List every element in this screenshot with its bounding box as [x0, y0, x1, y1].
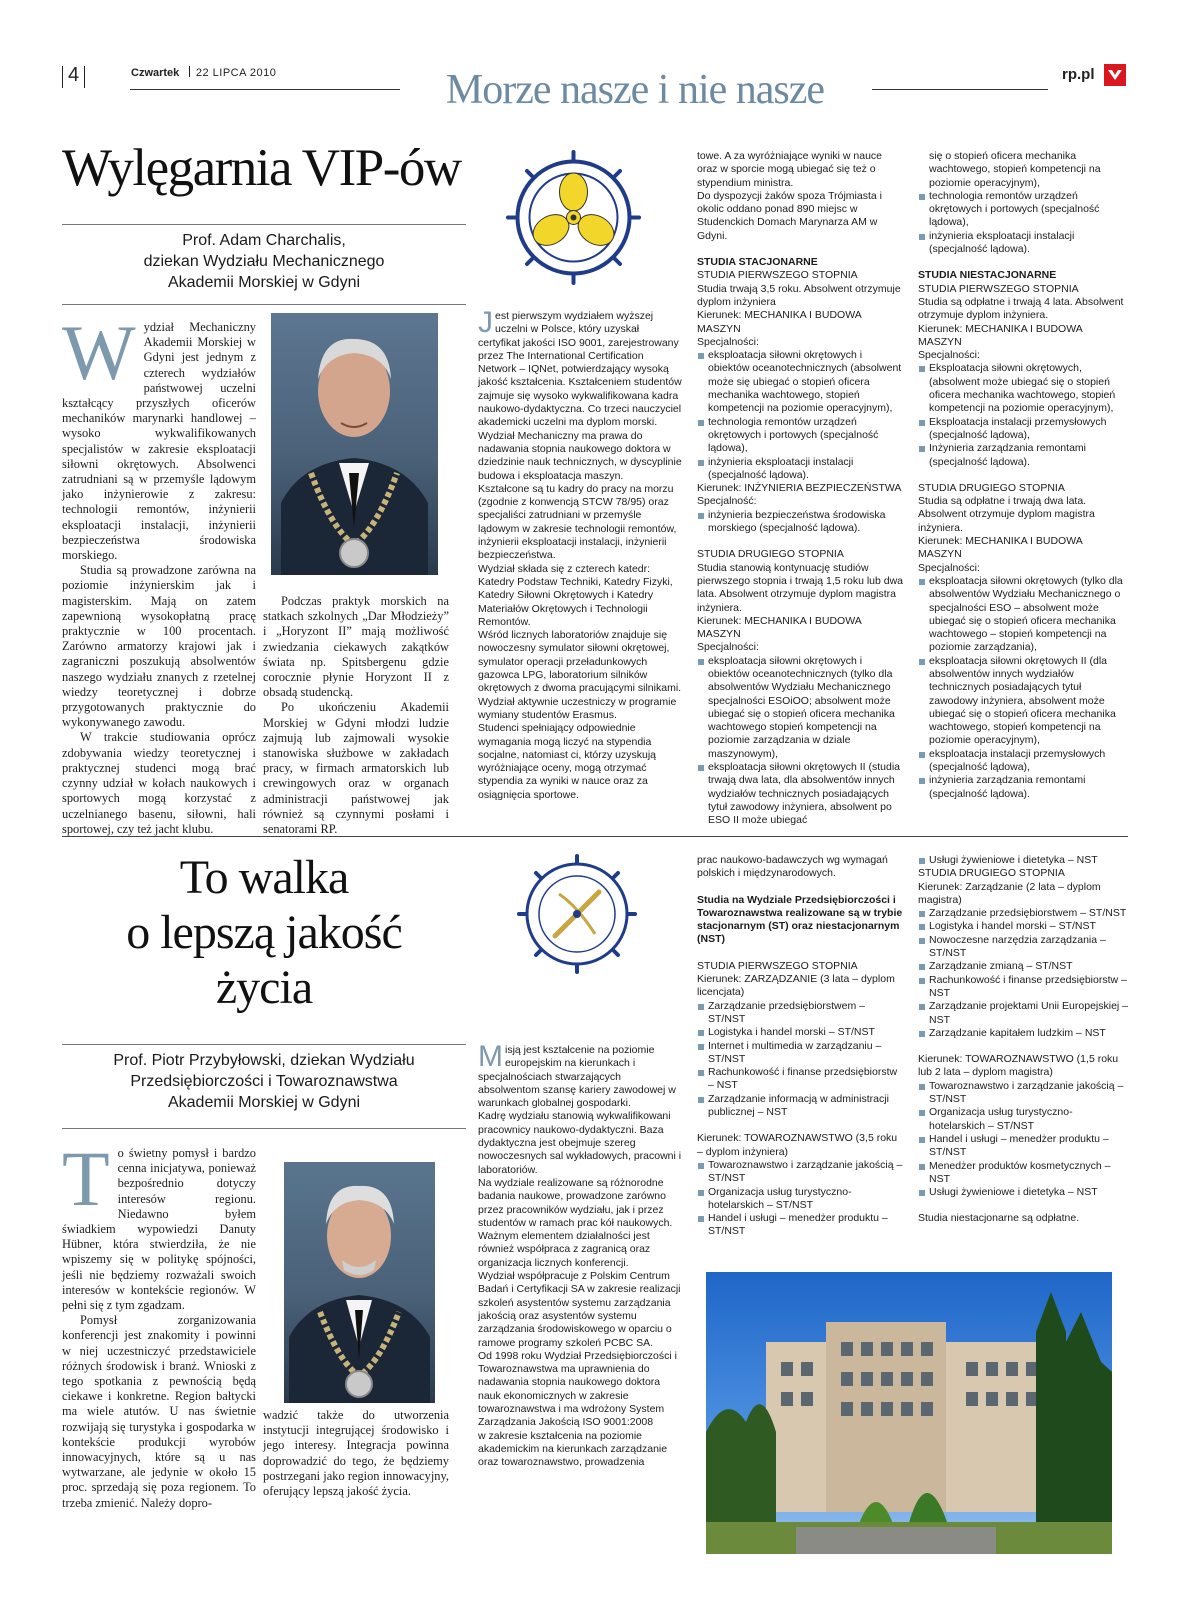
- list-item: Nowoczesne narzędzia zarządzania – ST/NST: [918, 934, 1128, 961]
- list-item: Organizacja usług turystyczno-hotelarskich – ST/NST: [918, 1106, 1128, 1133]
- article1-column5: się o stopień oficera mechanika wachtowego, stopień kompetencji na poziomie operacyjnym), technologia remontów urządzeń okrętowych i portowych (specjalność lądowa), inżynieria eksploatacji instalacji (specjalność lądowa). STUDIA NIESTACJONARNE STUDIA PIERWSZEGO STOPNIA Studia są odpłatne i trwają 4 lata. Absolwent otrzymuje dyplom inżyniera. Kierunek: MECHANIKA I BUDOWA MASZYN Specjalności: Eksploatacja siłowni okrętowych, (absolwent może ubiegać się o stopień oficera mechanika wachtowego, stopień kompetencji na poziomie operacyjnym), Eksploatacja instalacji przemysłowych (specjalność lądowa), Inżynieria zarządzania remontami (specjalność lądowa). STUDIA DRUGIEGO STOPNIA Studia są odpłatne i trwają dwa lata. Absolwent otrzymuje dyplom magistra inżyniera. Kierunek: MECHANIKA I BUDOWA MASZYN Specjalności: eksploatacja siłowni okrętowych (tylko dla absolwentów Wydziału Mechanicznego o specjalności ESO – absolwent może ubiegać się o stopień oficera mechanika wachtowego – stopień kompetencji na poziomie zarządzania), eksploatacja siłowni okrętowych II (dla absolwentów innych wydziałów technicznych posiadających tytuł zawodowy inżyniera, absolwent może ubiegać się o stopień oficera mechanika wachtowego, stopień kompetencji na poziomie operacyjnym), eksploatacja instalacji przemysłowych (specjalność lądowa), inżynieria zarządzania remontami (specjalność lądowa).: [918, 150, 1128, 801]
- list-item: Handel i usługi – menedżer produktu – ST/NST: [697, 1212, 905, 1239]
- dropcap: W: [62, 309, 136, 396]
- list-item: technologia remontów urządzeń okrętowych i portowych (specjalność lądowa),: [918, 190, 1128, 230]
- list-item: Inżynieria zarządzania remontami (specjalność lądowa).: [918, 442, 1128, 469]
- byline-rule: [62, 304, 466, 305]
- list-item: Towaroznawstwo i zarządzanie jakością – ST/NST: [697, 1159, 905, 1186]
- page-number-bar: [84, 66, 85, 88]
- list-item: eksploatacja siłowni okrętowych (tylko dla absolwentów Wydziału Mechanicznego o specjalności ESO – absolwent może ubiegać się o stopień oficera mechanika wachtowego – stopień kompetencji na poziomie zarządzania),: [918, 575, 1128, 655]
- list-item: Logistyka i handel morski – ST/NST: [697, 1026, 905, 1039]
- list-item: inżynieria eksploatacji instalacji (specjalność lądowa).: [697, 456, 905, 483]
- list-item: Handel i usługi – menedżer produktu – ST/NST: [918, 1133, 1128, 1160]
- dropcap: T: [62, 1135, 110, 1222]
- article2-byline: Prof. Piotr Przybyłowski, dziekan Wydziału Przedsiębiorczości i Towaroznawstwa Akademii Morskiej w Gdyni: [113, 1052, 415, 1111]
- mechanical-faculty-logo: [506, 150, 641, 285]
- list-item: inżynieria eksploatacji instalacji (specjalność lądowa).: [918, 230, 1128, 257]
- rp-logo-icon: [1104, 64, 1126, 86]
- header-rule: [872, 89, 1048, 90]
- list-item: Internet i multimedia w zarządzaniu – ST/NST: [697, 1040, 905, 1067]
- list-item: Eksploatacja instalacji przemysłowych (specjalność lądowa),: [918, 416, 1128, 443]
- dateline: Czwartek 22 LIPCA 2010: [131, 67, 277, 79]
- list-item: Usługi żywieniowe i dietetyka – NST: [918, 854, 1128, 867]
- article1-headline: Wylęgarnia VIP-ów: [62, 139, 461, 197]
- list-item: Rachunkowość i finanse przedsiębiorstw – NST: [918, 974, 1128, 1001]
- page-number: 4: [68, 64, 80, 86]
- list-item: Eksploatacja siłowni okrętowych, (absolwent może ubiegać się o stopień oficera mechanika wachtowego, stopień kompetencji na poziomie operacyjnym),: [918, 362, 1128, 415]
- list-item: inżynieria zarządzania remontami (specjalność lądowa).: [918, 774, 1128, 801]
- list-item: Rachunkowość i finanse przedsiębiorstw – NST: [697, 1066, 905, 1093]
- byline-rule: [62, 1128, 466, 1129]
- article2-column5: Usługi żywieniowe i dietetyka – NST STUDIA DRUGIEGO STOPNIA Kierunek: Zarządzanie (2 lata – dyplom magistra) Zarządzanie przedsiębiorstwem – ST/NST Logistyka i handel morski – ST/NST Nowoczesne narzędzia zarządzania – ST/NST Zarządzanie zmianą – ST/NST Rachunkowość i finanse przedsiębiorstw – NST Zarządzanie projektami Unii Europejskiej – NST Zarządzanie kapitałem ludzkim – NST Kierunek: TOWAROZNAWSTWO (1,5 roku lub 2 lata – dyplom magistra) Towaroznawstwo i zarządzanie jakością – ST/NST Organizacja usług turystyczno-hotelarskich – ST/NST Handel i usługi – menedżer produktu – ST/NST Menedżer produktów kosmetycznych – NST Usługi żywieniowe i dietetyka – NST Studia niestacjonarne są odpłatne.: [918, 854, 1129, 1225]
- list-item: eksploatacja siłowni okrętowych i obiektów oceanotechnicznych (tylko dla absolwentów Wydziału Mechanicznego specjalności ESOiOO; absolwent może ubiegać się o stopień oficera mechanika wachtowego stopień kompetencji na poziomie zarządzania w dziale maszynowym),: [697, 655, 905, 761]
- list-item: eksploatacja instalacji przemysłowych (specjalność lądowa),: [918, 748, 1128, 775]
- article1-column4: towe. A za wyróżniające wyniki w nauce oraz w sporcie mogą ubiegać się też o stypendium ministra. Do dyspozycji żaków spoza Trójmiasta i okolic oddano ponad 890 miejsc w Studenckich Domach Marynarza AM w Gdyni. STUDIA STACJONARNE STUDIA PIERWSZEGO STOPNIA Studia trwają 3,5 roku. Absolwent otrzymuje dyplom inżyniera Kierunek: MECHANIKA I BUDOWA MASZYN Specjalności: eksploatacja siłowni okrętowych i obiektów oceanotechnicznych (absolwent może się ubiegać o stopień oficera mechanika wachtowego, stopień kompetencji na poziomie operacyjnym), technologia remontów urządzeń okrętowych i portowych (specjalność lądowa), inżynieria eksploatacji instalacji (specjalność lądowa). Kierunek: INŻYNIERIA BEZPIECZEŃSTWA Specjalność: inżynieria bezpieczeństwa środowiska morskiego (specjalność lądowa). STUDIA DRUGIEGO STOPNIA Studia stanowią kontynuację studiów pierwszego stopnia i trwają 1,5 roku lub dwa lata. Absolwent otrzymuje dyplom magistra inżyniera. Kierunek: MECHANIKA I BUDOWA MASZYN Specjalności: eksploatacja siłowni okrętowych i obiektów oceanotechnicznych (tylko dla absolwentów Wydziału Mechanicznego specjalności ESOiOO; absolwent może ubiegać się o stopień oficera mechanika wachtowego stopień kompetencji na poziomie zarządzania w dziale maszynowym), eksploatacja siłowni okrętowych II (studia trwają dwa lata, dla absolwentów innych wydziałów technicznych posiadających tytuł zawodowy inżyniera, absolwent po ESO II może ubiegać: [697, 150, 904, 827]
- article1-column2: Podczas praktyk morskich na statkach szkolnych „Dar Młodzieży” i „Horyzont II” mają możliwość zwiedzania ciekawych zakątków świata np. Spitsbergenu gdzie corocznie płynie Horyzont II z obsadą studencką. Po ukończeniu Akademii Morskiej w Gdyni młodzi ludzie zajmują lub zajmowali wysokie stanowiska służbowe w zakładach pracy, w firmach armatorskich lub crewingowych oraz w organach administracji państwowej jak również są czynnymi posłami i senatorami RP.: [263, 594, 449, 837]
- list-item: Zarządzanie przedsiębiorstwem – ST/NST: [697, 1000, 905, 1027]
- article2-column2: wadzić także do utworzenia instytucji integrującej środowisko i jego interesy. Integracja powinna doprowadzić do tego, że będziemy postrzegani jako region innowacyjny, oferujący lepszą jakość życia.: [263, 1408, 449, 1499]
- list-item: eksploatacja siłowni okrętowych II (studia trwają dwa lata, dla absolwentów innych wydziałów technicznych posiadających tytuł zawodowy inżyniera, absolwent po ESO II może ubiegać: [697, 761, 905, 827]
- dropcap: J: [478, 306, 493, 339]
- page-number-bar: [62, 66, 63, 88]
- list-item: eksploatacja siłowni okrętowych II (dla absolwentów innych wydziałów technicznych posiadających tytuł zawodowy inżyniera, absolwent może ubiegać się o stopień oficera mechanika wachtowego, stopień kompetencji na poziomie operacyjnym),: [918, 655, 1128, 748]
- article-divider: [62, 836, 1128, 837]
- article1-column1: Wydział Mechaniczny Akademii Morskiej w Gdyni jest jednym z czterech wydziałów państwowej uczelni kształcący przyszłych oficerów mechaników marynarki handlowej – wysoko wykwalifikowanych specjalistów w zakresie eksploatacji siłowni okrętowych. Absolwenci zatrudniani są w przemyśle lądowym jako inżynierowie z zakresu: technologii remontów, inżynierii eksploatacji instalacji, inżynierii bezpieczeństwa środowiska morskiego. Studia są prowadzone zarówna na poziomie inżynierskim jak i magisterskim. Mają on zatem zapewnioną wysokopłatną pracę praktycznie w 100 procentach. Zarówno armatorzy krajowi jak i zagraniczni poszukują absolwentów naszego wydziału znanych z rzetelnej wiedzy teoretycznej i dobrze przygotowanych praktycznie do wykonywanego zawodu. W trakcie studiowania oprócz zdobywania wiedzy teoretycznej i praktycznej studenci mogą brać czynny udział w kołach naukowych i sportowych mogą korzystać z uczelnianego basenu, siłowni, hali sportowej, czy też jacht klubu.: [62, 309, 256, 836]
- list-item: Zarządzanie kapitałem ludzkim – NST: [918, 1027, 1128, 1040]
- portrait-photo: [284, 1162, 435, 1403]
- building-photo: [706, 1272, 1112, 1554]
- entrepreneurship-faculty-logo: [517, 854, 637, 974]
- list-item: Zarządzanie informacją w administracji publicznej – NST: [697, 1093, 905, 1120]
- article2-headline: To walka o lepszą jakość życia: [126, 851, 402, 1014]
- article2-column1: To świetny pomysł i bardzo cenna inicjatywa, ponieważ bezpośrednio dotyczy interesów regionu. Niedawno byłem świadkiem wypowiedzi Danuty Hübner, która stwierdziła, że nie wpiszemy się w politykę spójności, jeśli nie będziemy rozważali swoich interesów w kontekście regionów. W pełni się z tym zgadzam. Pomysł zorganizowania konferencji jest znakomity i powinni w niej uczestniczyć przedstawiciele różnych środowisk i branż. Wnioski z tego spotkania z pewnością będą ciekawe i konkretne. Region bałtycki ma wiele atutów. U nas świetnie rozwijają się turystyka i gospodarka w kontekście produkcji wyrobów innowacyjnych, które są u nas wytwarzane, ale jedynie w około 15 proc. sprzedają się poza regionem. To trzeba zmienić. Należy dopro-: [62, 1135, 256, 1510]
- article2-column3: Misją jest kształcenie na poziomie europejskim na kierunkach i specjalnościach stwarzających absolwentom szansę kariery zawodowej w warunkach globalnej gospodarki. Kadrę wydziału stanowią wykwalifikowani pracownicy naukowo-dydaktyczni. Baza dydaktyczna jest obejmuje szereg nowoczesnych sal wykładowych, pracowni i laboratoriów. Na wydziale realizowane są różnorodne badania naukowe, prowadzone zarówno przez pracowników wydziału, jak i przez studentów w ramach prac kół naukowych. Ważnym elementem działalności jest również współpraca z zagranicą oraz organizacja licznych konferencji. Wydział współpracuje z Polskim Centrum Badań i Certyfikacji SA w zakresie realizacji szkoleń asystentów systemu zarządzania jakością oraz asystentów systemu zarządzania środowiskowego w oparciu o ramowe programy szkoleń PCBC SA. Od 1998 roku Wydział Przedsiębiorczości i Towaroznawstwa ma uprawnienia do nadawania stopnia naukowego doktora nauk ekonomicznych w zakresie towaroznawstwa i ma wdrożony System Zarządzania Jakością ISO 9001:2008 w zakresie kształcenia na poziomie akademickim na kierunkach zarządzanie oraz towaroznawstwo, prowadzenia: [478, 1040, 682, 1469]
- section-title: Morze nasze i nie nasze: [445, 67, 825, 113]
- list-item: Logistyka i handel morski – ST/NST: [918, 920, 1128, 933]
- site-name[interactable]: rp.pl: [1062, 66, 1095, 83]
- list-item: Organizacja usług turystyczno-hotelarskich – ST/NST: [697, 1186, 905, 1213]
- header-rule: [130, 89, 400, 90]
- headline-rule: [62, 224, 466, 225]
- dropcap: M: [478, 1040, 503, 1073]
- list-item: Zarządzanie przedsiębiorstwem – ST/NST: [918, 907, 1128, 920]
- list-item: Towaroznawstwo i zarządzanie jakością – ST/NST: [918, 1080, 1128, 1107]
- list-item: eksploatacja siłowni okrętowych i obiektów oceanotechnicznych (absolwent może się ubiegać o stopień oficera mechanika wachtowego, stopień kompetencji na poziomie operacyjnym),: [697, 349, 905, 415]
- headline-rule: [62, 1044, 466, 1045]
- article1-byline: Prof. Adam Charchalis, dziekan Wydziału Mechanicznego Akademii Morskiej w Gdyni: [143, 232, 385, 291]
- list-item: Menedżer produktów kosmetycznych – NST: [918, 1160, 1128, 1187]
- list-item: inżynieria bezpieczeństwa środowiska morskiego (specjalność lądowa).: [697, 509, 905, 536]
- list-item: technologia remontów urządzeń okrętowych i portowych (specjalność lądowa),: [697, 416, 905, 456]
- article2-column4: prac naukowo-badawczych wg wymagań polskich i międzynarodowych. Studia na Wydziale Przedsiębiorczości i Towaroznawstwa realizowane są w trybie stacjonarnym (ST) oraz niestacjonarnym (NST) STUDIA PIERWSZEGO STOPNIA Kierunek: ZARZĄDZANIE (3 lata – dyplom licencjata) Zarządzanie przedsiębiorstwem – ST/NST Logistyka i handel morski – ST/NST Internet i multimedia w zarządzaniu – ST/NST Rachunkowość i finanse przedsiębiorstw – NST Zarządzanie informacją w administracji publicznej – NST Kierunek: TOWAROZNAWSTWO (3,5 roku – dyplom inżyniera) Towaroznawstwo i zarządzanie jakością – ST/NST Organizacja usług turystyczno-hotelarskich – ST/NST Handel i usługi – menedżer produktu – ST/NST: [697, 854, 905, 1239]
- list-item: Zarządzanie zmianą – ST/NST: [918, 960, 1128, 973]
- portrait-photo: [271, 313, 438, 575]
- article1-column3: Jest pierwszym wydziałem wyższej uczelni w Polsce, który uzyskał certyfikat jakości ISO 9001, zarejestrowany przez The International Certification Network – IQNet, potwierdzający wysoką jakość kształcenia. Kształceniem studentów zajmuje się wysoko wykwalifikowana kadra naukowo-dydaktyczna. Co trzeci nauczyciel akademicki uczelni ma dyplom morski. Wydział Mechaniczny ma prawa do nadawania stopnia naukowego doktora w dziedzinie nauk technicznych, w dyscyplinie budowa i eksploatacja maszyn. Kształcone są tu kadry do pracy na morzu (zgodnie z konwencją STCW 78/95) oraz specjaliści zatrudniani w przemyśle lądowym w zakresie technologii remontów, inżynierii eksploatacji instalacji, inżynierii bezpieczeństwa. Wydział składa się z czterech katedr: Katedry Podstaw Techniki, Katedry Fizyki, Katedry Siłowni Okrętowych i Katedry Materiałów Okrętowych i Technologii Remontów. Wśród licznych laboratoriów znajduje się nowoczesny symulator siłowni okrętowej, symulator operacji przeładunkowych gazowca LPG, laboratorium silników okrętowych z dwoma pracującymi silnikami. Wydział aktywnie uczestniczy w programie wymiany studentów Erasmus. Studenci spełniający odpowiednie wymagania mogą liczyć na stypendia socjalne, natomiast ci, którzy uzyskują wyróżniające oceny, mogą otrzymać stypendia za wyniki w nauce oraz za osiągnięcia sportowe.: [478, 306, 682, 801]
- list-item: Usługi żywieniowe i dietetyka – NST: [918, 1186, 1128, 1199]
- list-item: Zarządzanie projektami Unii Europejskiej – NST: [918, 1000, 1128, 1027]
